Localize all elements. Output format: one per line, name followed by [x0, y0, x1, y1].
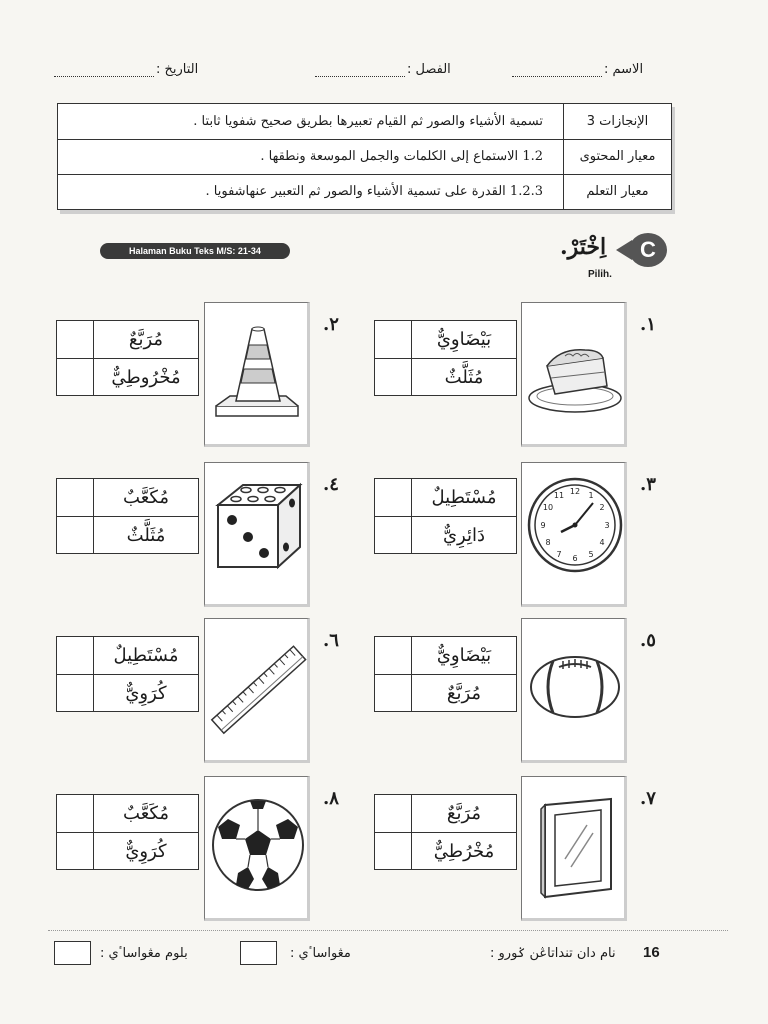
answer-table	[374, 478, 517, 554]
name-label: الاسم :	[604, 62, 644, 77]
answer-checkbox[interactable]	[375, 517, 411, 553]
answer-option: مُرَبَّعٌ	[446, 683, 482, 704]
dice-icon	[208, 475, 308, 575]
answer-table	[374, 320, 517, 396]
answer-table	[374, 794, 517, 870]
answer-option: بَيْضَاوِيٌّ	[436, 645, 492, 666]
item-picture-box	[204, 302, 310, 447]
svg-text:12: 12	[569, 487, 581, 496]
date-field[interactable]	[52, 62, 198, 77]
cake-slice-icon	[525, 328, 625, 428]
svg-text:11: 11	[553, 491, 565, 500]
svg-text:6: 6	[572, 554, 578, 563]
answer-option: مُخْرُوطِيٌّ	[111, 367, 181, 388]
answer-checkbox[interactable]	[375, 359, 411, 395]
mastered-checkbox[interactable]	[240, 941, 277, 965]
objective-label: الإنجازات 3	[563, 104, 671, 139]
not-mastered-checkbox[interactable]	[54, 941, 91, 965]
item-number: ٧.	[640, 788, 656, 809]
picture-frame-icon	[525, 789, 625, 909]
objective-text: 1.2.3 القدرة على تسمية الأشياء والصور ثم التعبير عنهاشفويا .	[205, 184, 543, 199]
item-picture-box	[204, 618, 310, 763]
answer-option: مُرَبَّعٌ	[446, 803, 482, 824]
svg-text:9: 9	[540, 521, 546, 530]
svg-text:3: 3	[604, 521, 610, 530]
answer-checkbox[interactable]	[57, 833, 93, 869]
name-field[interactable]	[510, 62, 643, 77]
answer-checkbox[interactable]	[57, 795, 93, 832]
item-number: ٨.	[323, 788, 339, 809]
svg-text:10: 10	[542, 503, 554, 512]
svg-text:1: 1	[588, 491, 594, 500]
answer-option: مُرَبَّعٌ	[128, 329, 164, 350]
instruction-subtitle: Pilih.	[588, 269, 612, 280]
svg-text:2: 2	[599, 503, 605, 512]
not-mastered-label: بلوم مڠواساٴي :	[100, 946, 188, 961]
rugby-ball-icon	[525, 637, 625, 737]
answer-option: مُسْتَطِيلٌ	[431, 487, 497, 508]
teacher-signature-label: نام دان تنداتاڠن ݢورو :	[490, 946, 616, 961]
objectives-table	[57, 103, 672, 210]
item-picture-box	[521, 302, 627, 447]
section-badge: C	[629, 233, 667, 267]
svg-text:5: 5	[588, 550, 594, 559]
answer-table	[374, 636, 517, 712]
item-picture-box	[204, 462, 310, 607]
objective-label: معيار المحتوى	[563, 139, 671, 174]
answer-checkbox[interactable]	[375, 321, 411, 358]
answer-checkbox[interactable]	[57, 637, 93, 674]
item-picture-box	[521, 462, 627, 607]
item-picture-box	[521, 776, 627, 921]
answer-option: مُثَلَّثٌ	[444, 367, 484, 388]
answer-checkbox[interactable]	[57, 479, 93, 516]
item-number: ٤.	[323, 474, 339, 495]
svg-text:4: 4	[599, 538, 605, 547]
answer-checkbox[interactable]	[57, 517, 93, 553]
answer-option: مُسْتَطِيلٌ	[113, 645, 179, 666]
answer-checkbox[interactable]	[57, 321, 93, 358]
date-label: التاريخ :	[156, 62, 199, 77]
ruler-icon	[208, 629, 308, 749]
answer-option: مُخْرُطِيٌّ	[433, 841, 495, 862]
objective-label: معيار التعلم	[563, 174, 671, 209]
class-label: الفصل :	[407, 62, 451, 77]
item-picture-box	[204, 776, 310, 921]
answer-checkbox[interactable]	[57, 675, 93, 711]
answer-checkbox[interactable]	[375, 833, 411, 869]
page-number: 16	[643, 944, 660, 961]
svg-text:7: 7	[556, 550, 562, 559]
answer-table	[56, 636, 199, 712]
wall-clock-icon	[525, 475, 625, 575]
answer-checkbox[interactable]	[375, 795, 411, 832]
objective-row	[58, 139, 671, 175]
answer-option: كُرَوِيٌّ	[125, 841, 167, 862]
objective-row	[58, 174, 671, 209]
answer-checkbox[interactable]	[375, 637, 411, 674]
class-field[interactable]	[313, 62, 451, 77]
answer-option: كُرَوِيٌّ	[125, 683, 167, 704]
footer-divider	[48, 930, 728, 931]
objective-row	[58, 104, 671, 140]
answer-checkbox[interactable]	[375, 675, 411, 711]
mastered-label: مڠواساٴي :	[290, 946, 351, 961]
answer-table	[56, 320, 199, 396]
answer-option: مُكَعَّبٌ	[123, 487, 169, 508]
svg-text:8: 8	[545, 538, 551, 547]
answer-table	[56, 478, 199, 554]
answer-table	[56, 794, 199, 870]
item-number: ٣.	[640, 474, 656, 495]
item-number: ١.	[640, 314, 656, 335]
answer-option: بَيْضَاوِيٌّ	[436, 329, 492, 350]
answer-option: دَائِرِيٌّ	[442, 525, 486, 546]
item-number: ٥.	[640, 630, 656, 651]
textbook-page-banner: Halaman Buku Teks M/S: 21-34	[100, 243, 290, 259]
traffic-cone-icon	[208, 311, 308, 441]
item-picture-box	[521, 618, 627, 763]
objective-text: تسمية الأشياء والصور ثم القيام تعبيرها بطريق صحيح شفويا ثابتا .	[193, 114, 543, 129]
instruction-title: اِخْتَرْ.	[560, 234, 607, 260]
item-number: ٢.	[323, 314, 339, 335]
answer-checkbox[interactable]	[57, 359, 93, 395]
soccer-ball-icon	[208, 795, 308, 895]
answer-checkbox[interactable]	[375, 479, 411, 516]
objective-text: 1.2 الاستماع إلى الكلمات والجمل الموسعة ونطقها .	[260, 149, 543, 164]
answer-option: مُكَعَّبٌ	[123, 803, 169, 824]
answer-option: مُثَلَّثٌ	[126, 525, 166, 546]
item-number: ٦.	[323, 630, 339, 651]
